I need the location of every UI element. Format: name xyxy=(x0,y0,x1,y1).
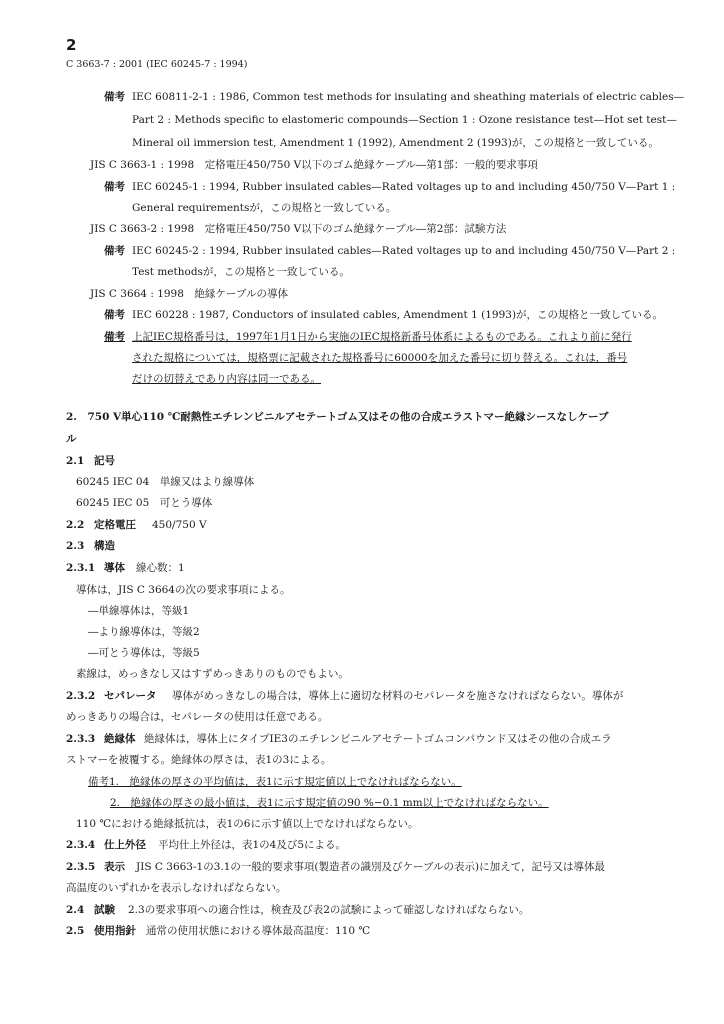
ref-note-label: 備考 xyxy=(104,331,125,343)
clause-title: 記号 xyxy=(94,455,115,467)
clause-title: 仕上外径 xyxy=(104,839,146,851)
ref-note-line: された規格については，規格票に記載された規格番号に60000を加えた番号に切り替える。これは，番号 xyxy=(132,352,628,364)
ref-note-label: 備考 xyxy=(104,309,125,321)
ref-note-line: Part 2 : Methods specific to elastomeric compounds—Section 1 : Ozone resistance test—Hot set test— xyxy=(132,114,677,126)
ref-note-line: IEC 60228 : 1987, Conductors of insulated cables, Amendment 1 (1993)が，この規格と一致している。 xyxy=(132,309,664,321)
note-line: 備考1. 絶縁体の厚さの平均値は，表1に示す規定値以上でなければならない。 xyxy=(88,776,462,788)
section-title: ル xyxy=(66,433,77,445)
clause-title: 試験 xyxy=(94,904,115,916)
ref-note-line: Mineral oil immersion test, Amendment 1 (1992), Amendment 2 (1993)が，この規格と一致している。 xyxy=(132,137,659,149)
body-text: 110 ℃における絶縁抵抗は，表1の6に示す値以上でなければならない。 xyxy=(76,818,419,830)
clause-title: 表示 xyxy=(104,861,125,873)
clause-title: 使用指針 xyxy=(94,925,136,937)
clause-number: 2.3.2 xyxy=(66,690,96,702)
running-header: C 3663-7 : 2001 (IEC 60245-7 : 1994) xyxy=(66,59,248,70)
clause-title: 定格電圧 xyxy=(94,519,136,531)
clause-number: 2.3.1 xyxy=(66,562,96,574)
clause-number: 2.3 xyxy=(66,540,85,552)
designation-code: 60245 IEC 04 単線又はより線導体 xyxy=(76,476,255,488)
ref-note-line: IEC 60811-2-1 : 1986, Common test methods for insulating and sheathing materials of electric cables— xyxy=(132,91,685,103)
clause-text: 線心数：1 xyxy=(136,562,185,574)
clause-number: 2.5 xyxy=(66,925,85,937)
clause-number: 2.4 xyxy=(66,904,85,916)
ref-note-line: 上記IEC規格番号は，1997年1月1日から実施のIEC規格新番号体系によるものである。これより前に発行 xyxy=(132,331,632,343)
ref-note-line: Test methodsが，この規格と一致している。 xyxy=(132,266,350,278)
list-item: ―より線導体は，等級2 xyxy=(88,626,200,638)
clause-number: 2.1 xyxy=(66,455,85,467)
clause-title: 絶縁体 xyxy=(104,733,136,745)
designation-code: 60245 IEC 05 可とう導体 xyxy=(76,497,213,509)
clause-text: 450/750 V xyxy=(152,519,207,531)
ref-note-line: IEC 60245-1 : 1994, Rubber insulated cables—Rated voltages up to and including 450/750 V—Part 1 : xyxy=(132,181,676,193)
ref-note-label: 備考 xyxy=(104,245,125,257)
clause-number: 2.2 xyxy=(66,519,85,531)
clause-text: 絶縁体は，導体上にタイプIE3のエチレンビニルアセテートゴムコンパウンド又はその他の合成エラ xyxy=(144,733,612,745)
list-item: ―可とう導体は，等級5 xyxy=(88,647,200,659)
clause-number: 2.3.3 xyxy=(66,733,96,745)
clause-text: 通常の使用状態における導体最高温度：110 ℃ xyxy=(146,925,371,937)
body-text: 導体は，JIS C 3664の次の要求事項による。 xyxy=(76,584,291,596)
list-item: ―単線導体は，等級1 xyxy=(88,605,190,617)
note-line: 2. 絶縁体の厚さの最小値は，表1に示す規定値の90 %−0.1 mm以上でなければならない。 xyxy=(110,797,549,809)
ref-note-label: 備考 xyxy=(104,91,125,103)
clause-title: 導体 xyxy=(104,562,125,574)
section-title: 2. 750 V単心110 ℃耐熱性エチレンビニルアセテートゴム又はその他の合成エラストマー絶縁シースなしケーブ xyxy=(66,411,609,423)
ref-note-line: IEC 60245-2 : 1994, Rubber insulated cables—Rated voltages up to and including 450/750 V—Part 2 : xyxy=(132,245,676,257)
ref-note-line: General requirementsが，この規格と一致している。 xyxy=(132,202,397,214)
clause-text: 導体がめっきなしの場合は，導体上に適切な材料のセパレータを施さなければならない。導体が xyxy=(172,690,624,702)
clause-text: 2.3の要求事項への適合性は，検査及び表2の試験によって確認しなければならない。 xyxy=(128,904,530,916)
clause-text: ストマーを被覆する。絶縁体の厚さは，表1の3による。 xyxy=(66,754,332,766)
clause-number: 2.3.5 xyxy=(66,861,96,873)
jis-reference: JIS C 3663-2 : 1998 定格電圧450/750 V以下のゴム絶縁ケーブル―第2部：試験方法 xyxy=(90,223,507,235)
ref-note-label: 備考 xyxy=(104,181,125,193)
clause-title: セパレータ xyxy=(104,690,157,702)
clause-title: 構造 xyxy=(94,540,115,552)
clause-text: 高温度のいずれかを表示しなければならない。 xyxy=(66,882,287,894)
clause-number: 2.3.4 xyxy=(66,839,96,851)
jis-reference: JIS C 3664 : 1998 絶縁ケーブルの導体 xyxy=(90,288,288,300)
body-text: 素線は，めっきなし又はすずめっきありのものでもよい。 xyxy=(76,668,349,680)
ref-note-line: だけの切替えであり内容は同一である。 xyxy=(132,373,321,385)
page-number: 2 xyxy=(66,36,77,54)
clause-text: めっきありの場合は，セパレータの使用は任意である。 xyxy=(66,711,329,723)
jis-reference: JIS C 3663-1 : 1998 定格電圧450/750 V以下のゴム絶縁ケーブル―第1部：一般的要求事項 xyxy=(90,159,538,171)
clause-text: JIS C 3663-1の3.1の一般的要求事項(製造者の識別及びケーブルの表示)に加えて，記号又は導体最 xyxy=(136,861,605,873)
clause-text: 平均仕上外径は，表1の4及び5による。 xyxy=(158,839,347,851)
